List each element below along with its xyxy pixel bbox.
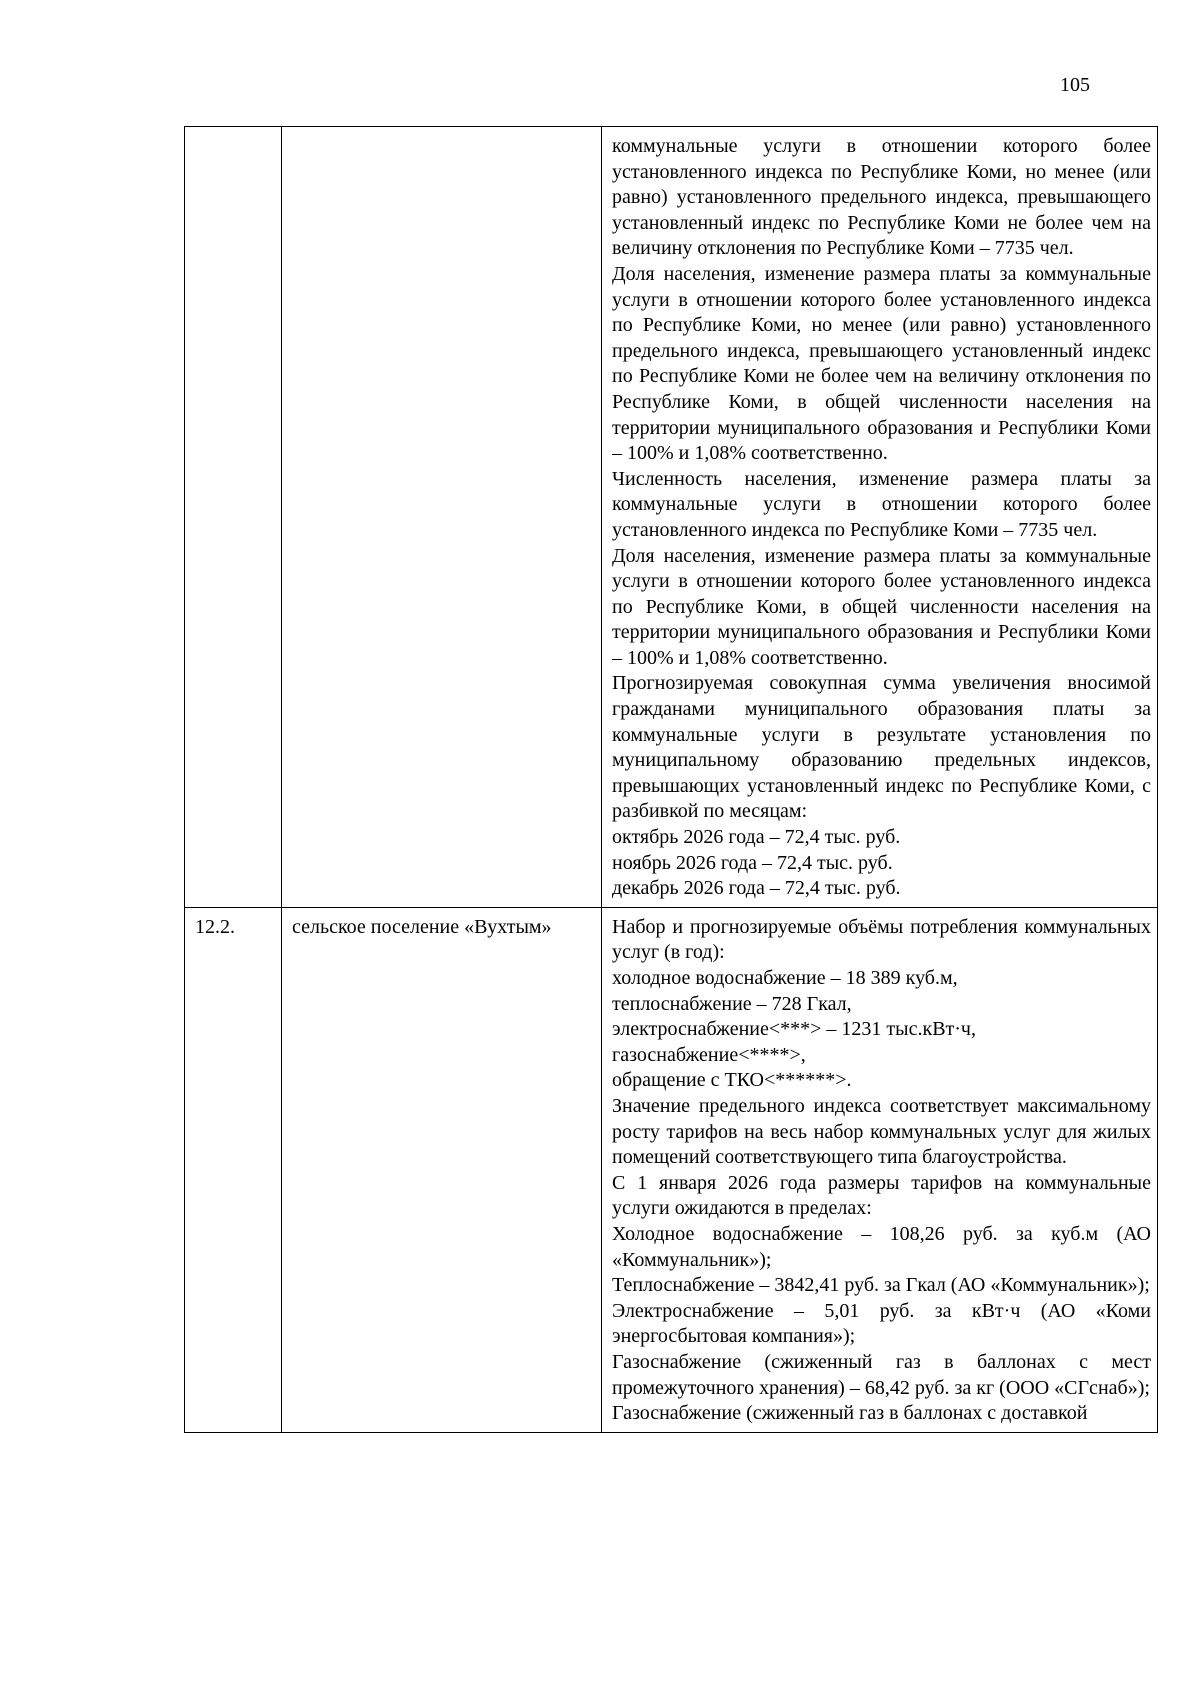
municipality-name-cell: сельское поселение «Вухтым» xyxy=(282,907,602,1432)
description-cell xyxy=(602,907,1158,1432)
paragraph: коммунальные услуги в отношении которого более установленного индекса по Республике Коми, но менее (или равно) установленного предельного индекса, превышающего установленный индекс по Республике Коми не более чем на величину отклонения по Республике Коми – 7735 чел. xyxy=(612,135,1151,260)
paragraph: Электроснабжение – 5,01 руб. за кВт·ч (АО «Коми энергосбытовая компания»); xyxy=(612,1299,1151,1348)
paragraph: Доля населения, изменение размера платы за коммунальные услуги в отношении которого более установленного индекса по Республике Коми, в общей численности населения на территории муниципального образования и Республики Коми – 100% и 1,08% соответственно. xyxy=(612,544,1151,669)
paragraph: октябрь 2026 года – 72,4 тыс. руб. xyxy=(612,826,901,849)
paragraph: электроснабжение<***> – 1231 тыс.кВт·ч, xyxy=(612,1018,976,1041)
paragraph: теплоснабжение – 728 Гкал, xyxy=(612,992,852,1015)
paragraph: Газоснабжение (сжиженный газ в баллонах с доставкой xyxy=(612,1402,1088,1425)
description-cell xyxy=(602,127,1158,908)
row-number-cell: 12.2. xyxy=(185,907,282,1432)
paragraph: Прогнозируемая совокупная сумма увеличения вносимой гражданами муниципального образования платы за коммунальные услуги в результате установления по муниципальному образованию предельных индексов, превышающих установленный индекс по Республике Коми, с разбивкой по месяцам: xyxy=(612,672,1151,823)
paragraph: С 1 января 2026 года размеры тарифов на коммунальные услуги ожидаются в пределах: xyxy=(612,1171,1151,1220)
paragraph: обращение с ТКО<******>. xyxy=(612,1069,852,1092)
paragraph: ноябрь 2026 года – 72,4 тыс. руб. xyxy=(612,851,893,874)
paragraph: холодное водоснабжение – 18 389 куб.м, xyxy=(612,967,958,989)
paragraph: декабрь 2026 года – 72,4 тыс. руб. xyxy=(612,877,901,900)
paragraph: Значение предельного индекса соответствует максимальному росту тарифов на весь набор коммунальных услуг для жилых помещений соответствующего типа благоустройства. xyxy=(612,1094,1151,1169)
municipality-name-cell xyxy=(282,127,602,908)
paragraph: Холодное водоснабжение – 108,26 руб. за куб.м (АО «Коммунальник»); xyxy=(612,1222,1151,1271)
paragraph: Доля населения, изменение размера платы за коммунальные услуги в отношении которого более установленного индекса по Республике Коми, но менее (или равно) установленного предельного индекса, превышающего установленный индекс по Республике Коми не более чем на величину отклонения по Республике Коми, в общей численности населения на территории муниципального образования и Республики Коми – 100% и 1,08% соответственно. xyxy=(612,262,1151,465)
paragraph: Теплоснабжение – 3842,41 руб. за Гкал (АО «Коммунальник»); xyxy=(612,1274,1150,1297)
paragraph: Газоснабжение (сжиженный газ в баллонах с мест промежуточного хранения) – 68,42 руб. за кг (ООО «СГснаб»); xyxy=(612,1350,1151,1399)
table-row xyxy=(185,127,1158,908)
paragraph: Набор и прогнозируемые объёмы потребления коммунальных услуг (в год): xyxy=(612,915,1151,964)
page-number: 105 xyxy=(1060,74,1090,96)
document-table xyxy=(184,126,1158,1433)
paragraph: газоснабжение<****>, xyxy=(612,1043,806,1066)
row-number-cell xyxy=(185,127,282,908)
paragraph: Численность населения, изменение размера платы за коммунальные услуги в отношении которого более установленного индекса по Республике Коми – 7735 чел. xyxy=(612,467,1151,541)
table-row xyxy=(185,907,1158,1432)
